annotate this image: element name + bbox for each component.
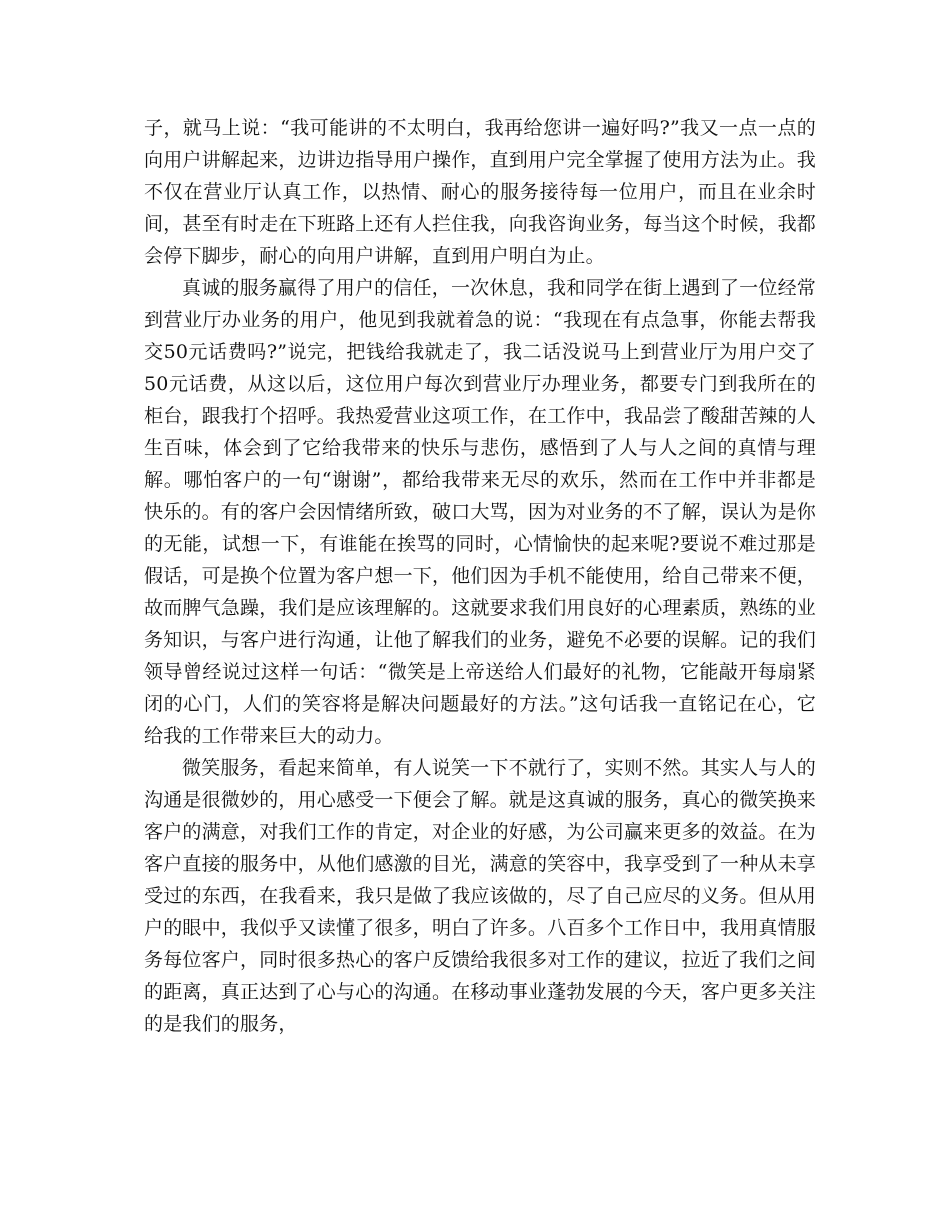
paragraph-continuation: 子，就马上说：“我可能讲的不太明白，我再给您讲一遍好吗?”我又一点一点的向用户讲解起来，边讲边指导用户操作，直到用户完全掌握了使用方法为止。我不仅在营业厅认真工作，以热情、耐心的服务接待每一位用户，而且在业余时间，甚至有时走在下班路上还有人拦住我，向我咨询业务，每当这个时候，我都会停下脚步，耐心的向用户讲解，直到用户明白为止。 bbox=[144, 117, 817, 267]
document-body bbox=[144, 112, 816, 1040]
paragraph-trust: 真诚的服务赢得了用户的信任，一次休息，我和同学在街上遇到了一位经常到营业厅办业务的用户，他见到我就着急的说：“我现在有点急事，你能去帮我交50元话费吗?”说完，把钱给我就走了，我二话没说马上到营业厅为用户交了50元话费，从这以后，这位用户每次到营业厅办理业务，都要专门到我所在的柜台，跟我打个招呼。我热爱营业这项工作，在工作中，我品尝了酸甜苦辣的人生百味，体会到了它给我带来的快乐与悲伤，感悟到了人与人之间的真情与理解。哪怕客户的一句“谢谢”，都给我带来无尽的欢乐，然而在工作中并非都是快乐的。有的客户会因情绪所致，破口大骂，因为对业务的不了解，误认为是你的无能，试想一下，有谁能在挨骂的同时，心情愉快的起来呢?要说不难过那是假话，可是换个位置为客户想一下，他们因为手机不能使用，给自己带来不便，故而脾气急躁，我们是应该理解的。这就要求我们用良好的心理素质，熟练的业务知识，与客户进行沟通，让他了解我们的业务，避免不必要的误解。记的我们领导曾经说过这样一句话：“微笑是上帝送给人们最好的礼物，它能敲开每扇紧闭的心门，人们的笑容将是解决问题最好的方法。”这句话我一直铭记在心，它给我的工作带来巨大的动力。 bbox=[144, 277, 817, 747]
paragraph-smile-service: 微笑服务，看起来简单，有人说笑一下不就行了，实则不然。其实人与人的沟通是很微妙的，用心感受一下便会了解。就是这真诚的服务，真心的微笑换来客户的满意，对我们工作的肯定，对企业的好感，为公司赢来更多的效益。在为客户直接的服务中，从他们感激的目光，满意的笑容中，我享受到了一种从未享受过的东西，在我看来，我只是做了我应该做的，尽了自己应尽的义务。但从用户的眼中，我似乎又读懂了很多，明白了许多。八百多个工作日中，我用真情服务每位客户，同时很多热心的客户反馈给我很多对工作的建议，拉近了我们之间的距离，真正达到了心与心的沟通。在移动事业蓬勃发展的今天，客户更多关注的是我们的服务， bbox=[144, 757, 817, 1035]
